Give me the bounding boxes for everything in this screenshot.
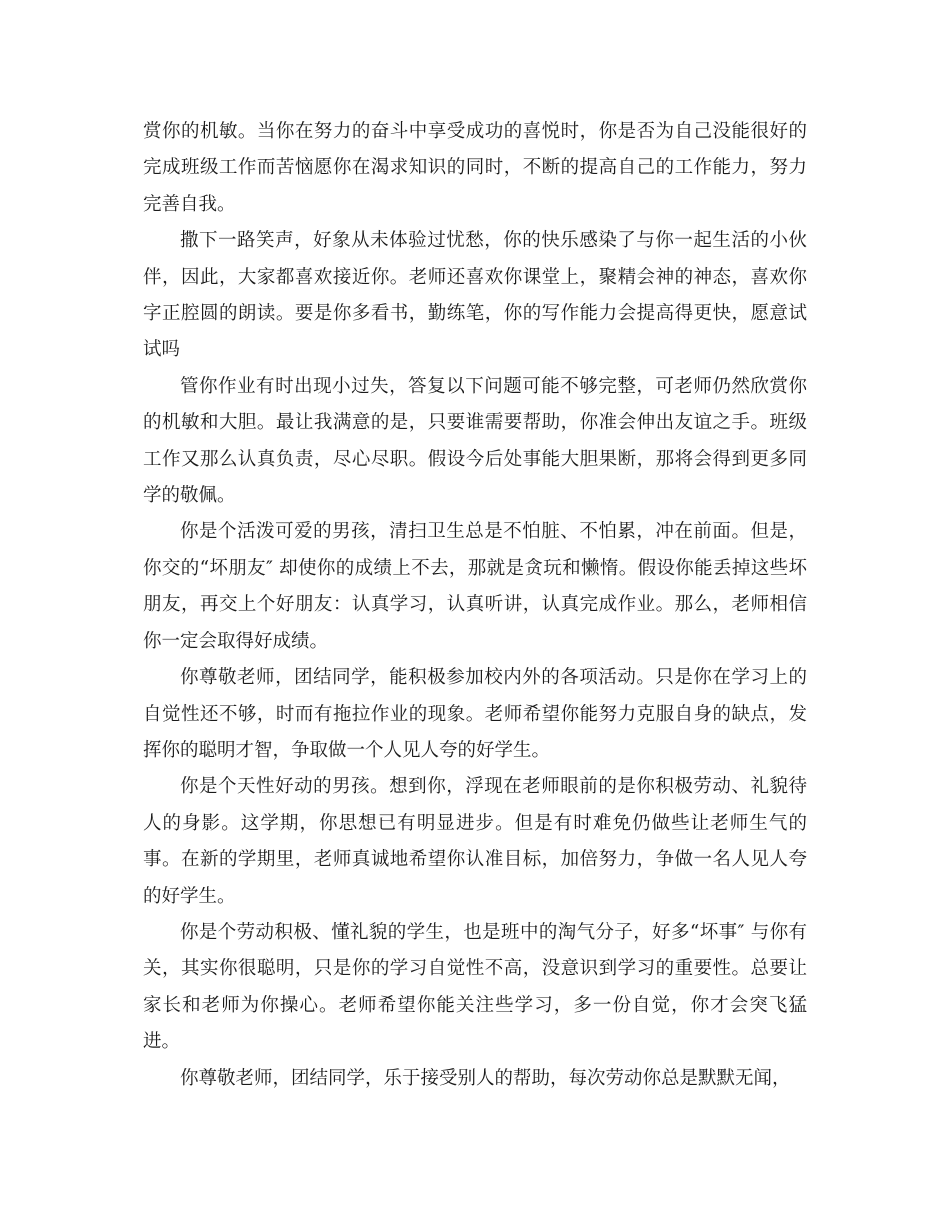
paragraph-1: 赏你的机敏。当你在努力的奋斗中享受成功的喜悦时，你是否为自己没能很好的完成班级工作而苦恼愿你在渴求知识的同时，不断的提高自己的工作能力，努力完善自我。 [143, 121, 807, 215]
paragraph-3: 管你作业有时出现小过失，答复以下问题可能不够完整，可老师仍然欣赏你的机敏和大胆。最让我满意的是，只要谁需要帮助，你准会伸出友谊之手。班级工作又那么认真负责，尽心尽职。假设今后处事能大胆果断，那将会得到更多同学的敬佩。 [143, 375, 807, 507]
paragraph-8: 你尊敬老师，团结同学，乐于接受别人的帮助，每次劳动你总是默默无闻， [180, 1067, 791, 1089]
paragraph-4: 你是个活泼可爱的男孩，清扫卫生总是不怕脏、不怕累，冲在前面。但是，你交的“坏朋友″ 却使你的成绩上不去，那就是贪玩和懒惰。假设你能丢掉这些坏朋友，再交上个好朋友：认真学习，认真听讲，认真完成作业。那么，老师相信你一定会取得好成绩。 [143, 521, 807, 652]
paragraph-7: 你是个劳动积极、懂礼貌的学生，也是班中的淘气分子，好多“坏事″ 与你有关，其实你很聪明，只是你的学习自觉性不高，没意识到学习的重要性。总要让家长和老师为你操心。老师希望你能关注些学习，多一份自觉，你才会突飞猛进。 [143, 921, 807, 1053]
paragraph-2: 撒下一路笑声，好象从未体验过忧愁，你的快乐感染了与你一起生活的小伙伴，因此，大家都喜欢接近你。老师还喜欢你课堂上，聚精会神的神态，喜欢你字正腔圆的朗读。要是你多看书，勤练笔，你的写作能力会提高得更快，愿意试试吗 [143, 230, 807, 361]
paragraph-5: 你尊敬老师，团结同学，能积极参加校内外的各项活动。只是你在学习上的自觉性还不够，时而有拖拉作业的现象。老师希望你能努力克服自身的缺点，发挥你的聪明才智，争取做一个人见人夸的好学生。 [143, 667, 807, 761]
document-body [143, 114, 807, 1097]
paragraph-6: 你是个天性好动的男孩。想到你，浮现在老师眼前的是你积极劳动、礼貌待人的身影。这学期，你思想已有明显进步。但是有时难免仍做些让老师生气的事。在新的学期里，老师真诚地希望你认准目标，加倍努力，争做一名人见人夸的好学生。 [143, 776, 807, 907]
